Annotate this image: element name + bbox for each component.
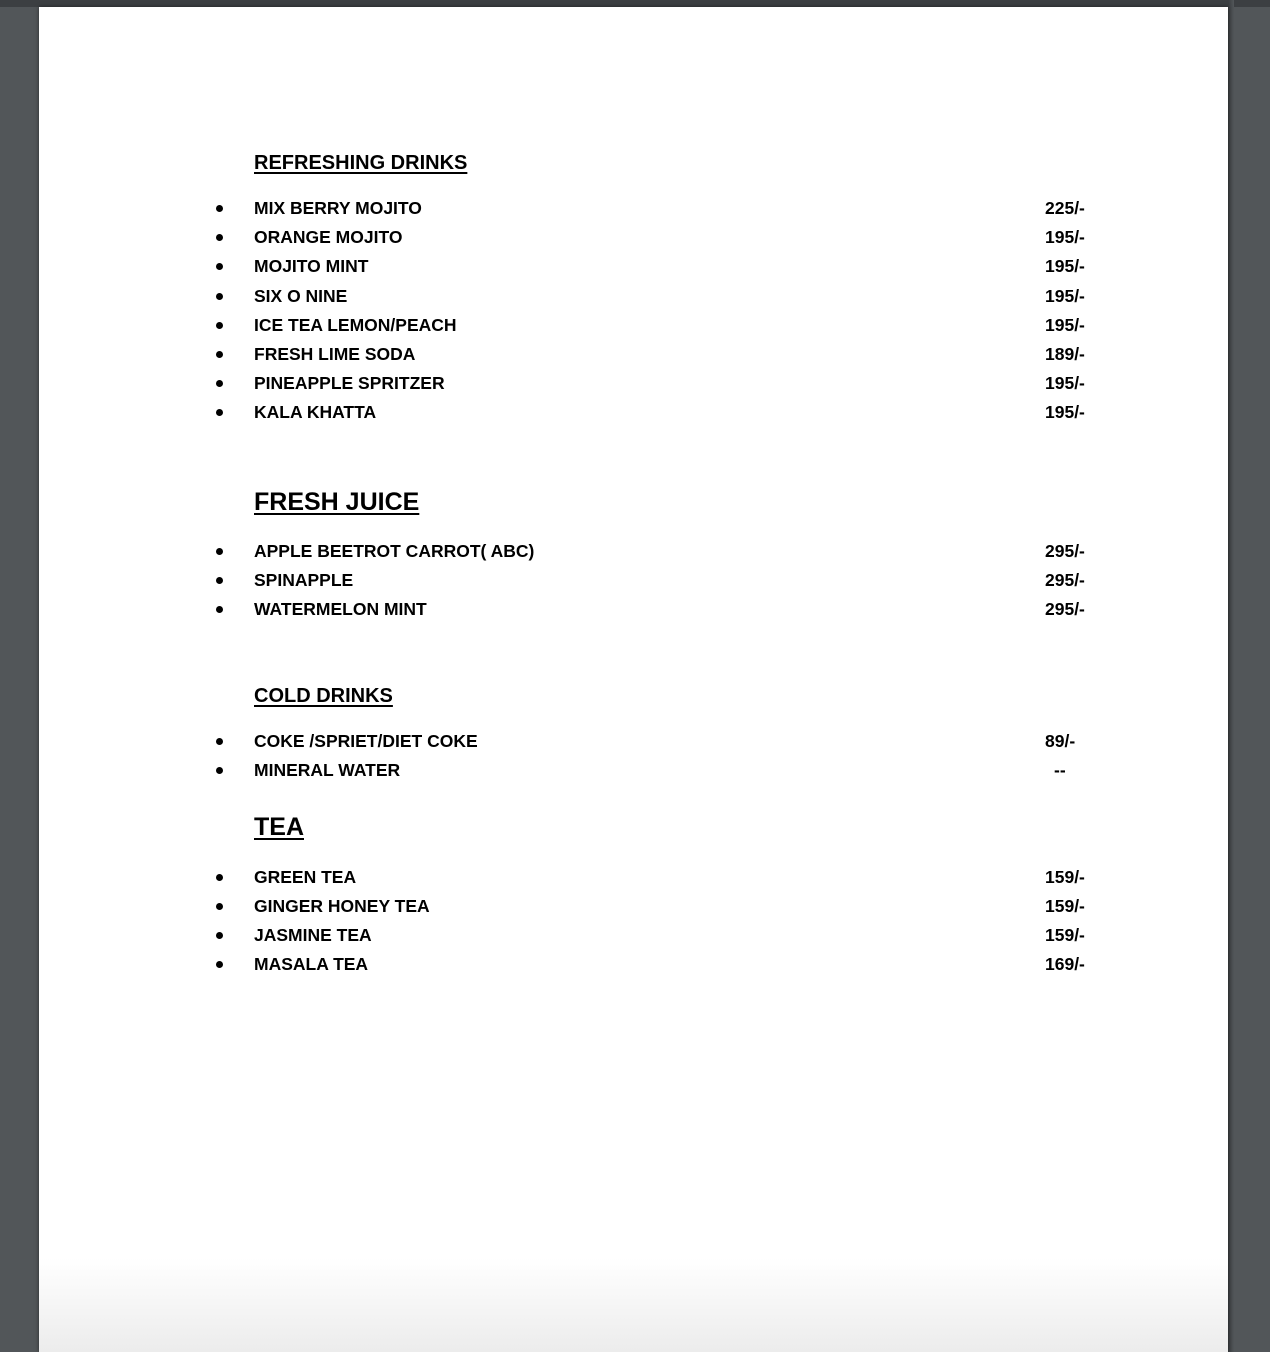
item-price: 295/- <box>1045 541 1085 561</box>
item-name: COKE /SPRIET/DIET COKE <box>254 731 478 751</box>
page-shadow <box>1228 0 1234 1352</box>
item-price: 159/- <box>1045 867 1085 887</box>
item-price: 159/- <box>1045 925 1085 945</box>
section-heading: TEA <box>254 813 304 841</box>
menu-item <box>39 923 1228 952</box>
bullet-icon <box>216 932 223 939</box>
bullet-icon <box>216 961 223 968</box>
item-name: GINGER HONEY TEA <box>254 896 430 916</box>
bullet-icon <box>216 548 223 555</box>
menu-item <box>39 284 1228 313</box>
item-name: MIX BERRY MOJITO <box>254 198 422 218</box>
document-page <box>39 7 1228 1352</box>
menu-item <box>39 568 1228 597</box>
item-price: 195/- <box>1045 315 1085 335</box>
item-price: 295/- <box>1045 599 1085 619</box>
menu-item <box>39 371 1228 400</box>
item-name: APPLE BEETROT CARROT( ABC) <box>254 541 535 561</box>
item-price: 169/- <box>1045 954 1085 974</box>
bullet-icon <box>216 738 223 745</box>
viewer-top-bar <box>0 0 1270 7</box>
item-price: 195/- <box>1045 227 1085 247</box>
item-price: 189/- <box>1045 344 1085 364</box>
item-price: 195/- <box>1045 286 1085 306</box>
menu-item <box>39 865 1228 894</box>
bullet-icon <box>216 205 223 212</box>
section-heading: FRESH JUICE <box>254 488 420 516</box>
item-name: WATERMELON MINT <box>254 599 427 619</box>
menu-item <box>39 313 1228 342</box>
bullet-icon <box>216 903 223 910</box>
item-price: 89/- <box>1045 731 1076 751</box>
item-price: 295/- <box>1045 570 1085 590</box>
bullet-icon <box>216 293 223 300</box>
item-price: 159/- <box>1045 896 1085 916</box>
menu-item <box>39 225 1228 254</box>
menu-item <box>39 539 1228 568</box>
item-name: ORANGE MOJITO <box>254 227 403 247</box>
item-name: MOJITO MINT <box>254 256 369 276</box>
bullet-icon <box>216 409 223 416</box>
menu-item <box>39 729 1228 758</box>
item-name: MASALA TEA <box>254 954 369 974</box>
bullet-icon <box>216 767 223 774</box>
item-name: ICE TEA LEMON/PEACH <box>254 315 457 335</box>
menu-item <box>39 597 1228 626</box>
section-heading: REFRESHING DRINKS <box>254 152 468 174</box>
bullet-icon <box>216 577 223 584</box>
item-price: 195/- <box>1045 373 1085 393</box>
menu-item <box>39 254 1228 283</box>
bullet-icon <box>216 380 223 387</box>
menu-item <box>39 952 1228 981</box>
section-heading: COLD DRINKS <box>254 685 393 707</box>
bullet-icon <box>216 234 223 241</box>
bullet-icon <box>216 351 223 358</box>
bullet-icon <box>216 322 223 329</box>
item-name: JASMINE TEA <box>254 925 372 945</box>
item-name: FRESH LIME SODA <box>254 344 416 364</box>
menu-item <box>39 400 1228 429</box>
item-price: 195/- <box>1045 256 1085 276</box>
bullet-icon <box>216 263 223 270</box>
item-name: MINERAL WATER <box>254 760 401 780</box>
item-name: KALA KHATTA <box>254 402 377 422</box>
bullet-icon <box>216 874 223 881</box>
menu-item <box>39 758 1228 787</box>
menu-item <box>39 196 1228 225</box>
item-price: 195/- <box>1045 402 1085 422</box>
item-price: -- <box>1054 760 1066 780</box>
bullet-icon <box>216 606 223 613</box>
item-name: SPINAPPLE <box>254 570 354 590</box>
item-name: SIX O NINE <box>254 286 348 306</box>
item-price: 225/- <box>1045 198 1085 218</box>
item-name: PINEAPPLE SPRITZER <box>254 373 445 393</box>
menu-item <box>39 342 1228 371</box>
item-name: GREEN TEA <box>254 867 357 887</box>
menu-item <box>39 894 1228 923</box>
